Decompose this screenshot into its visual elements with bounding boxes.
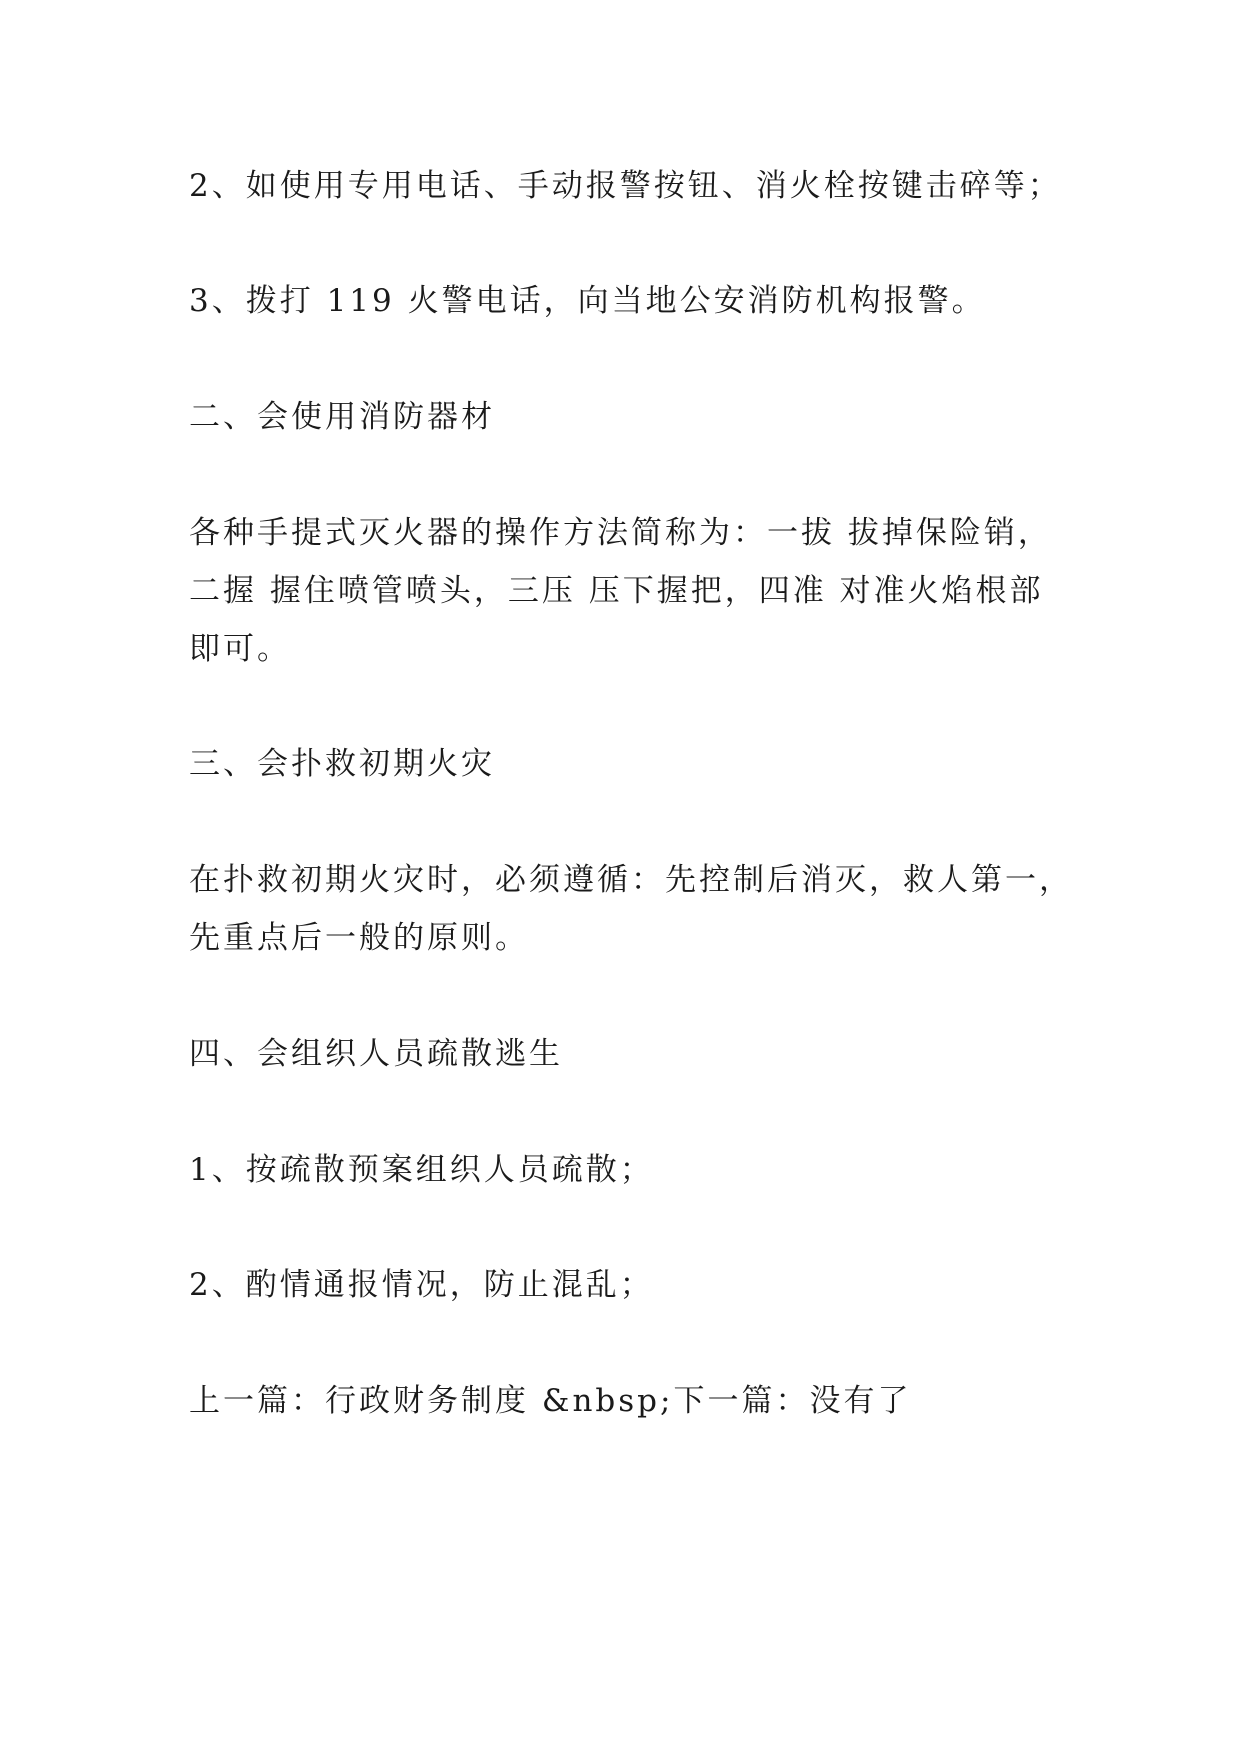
list-item-report-situation: 2、酌情通报情况，防止混乱； [189, 1267, 654, 1303]
article-navigation[interactable]: 上一篇：行政财务制度 &nbsp;下一篇：没有了 [189, 1383, 912, 1419]
section-heading-initial-fire: 三、会扑救初期火灾 [189, 746, 495, 782]
paragraph-initial-fire-line-2: 先重点后一般的原则。 [189, 920, 529, 956]
list-item-evacuation-plan: 1、按疏散预案组织人员疏散； [189, 1152, 654, 1188]
list-item-dial-119: 3、拨打 119 火警电话，向当地公安消防机构报警。 [189, 283, 986, 319]
section-heading-fire-equipment: 二、会使用消防器材 [189, 399, 495, 435]
list-item-use-dedicated-phone: 2、如使用专用电话、手动报警按钮、消火栓按键击碎等； [189, 168, 1062, 204]
paragraph-extinguisher-line-2: 二握 握住喷管喷头，三压 压下握把，四准 对准火焰根部 [189, 573, 1044, 609]
paragraph-initial-fire-line-1: 在扑救初期火灾时，必须遵循：先控制后消灭，救人第一， [189, 862, 1073, 898]
paragraph-extinguisher-line-3: 即可。 [189, 631, 291, 667]
section-heading-evacuation: 四、会组织人员疏散逃生 [189, 1036, 563, 1072]
paragraph-extinguisher-line-1: 各种手提式灭火器的操作方法简称为：一拔 拔掉保险销， [189, 515, 1052, 551]
